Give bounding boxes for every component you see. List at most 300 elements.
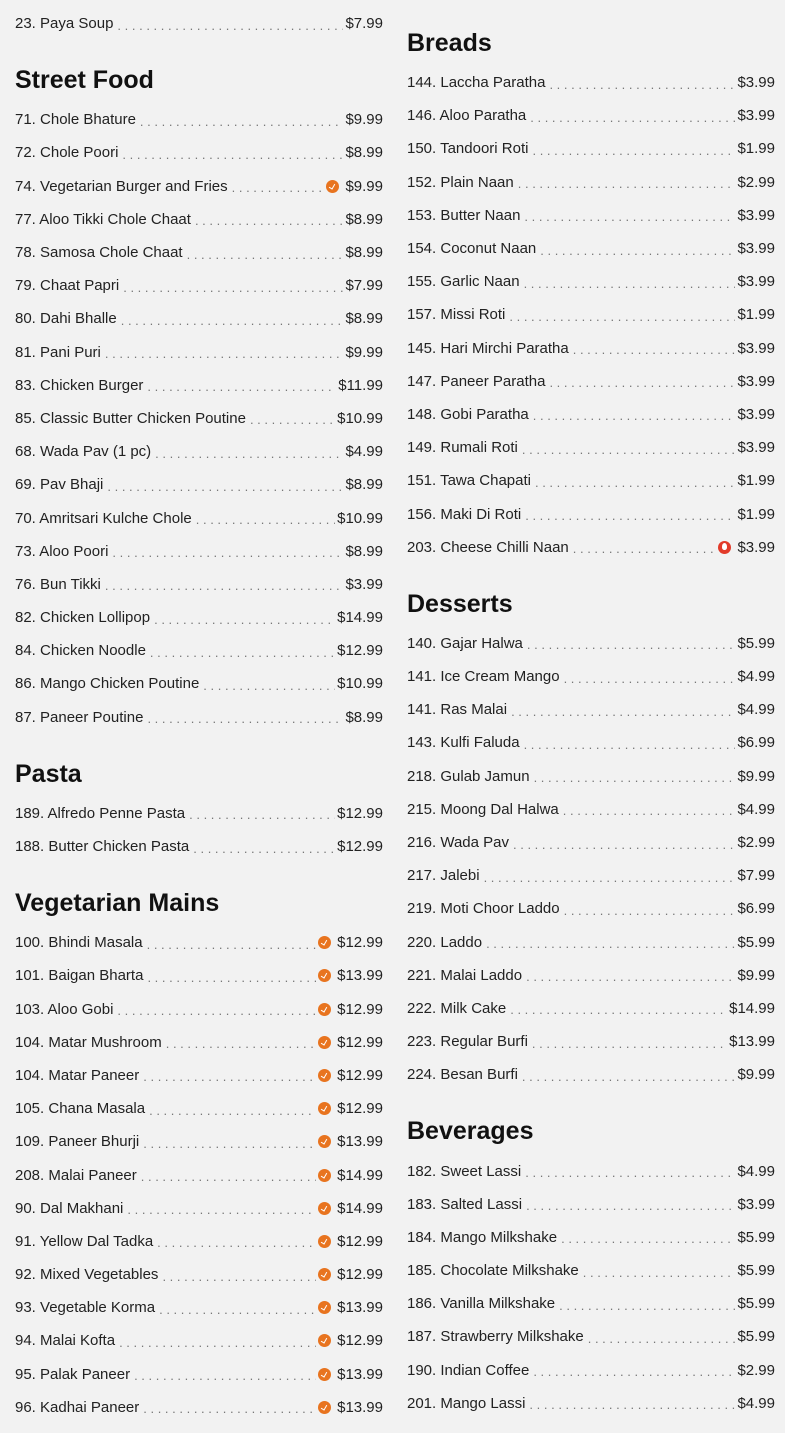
menu-item[interactable] [407,826,775,859]
menu-item[interactable] [15,1192,383,1225]
dot-leader [232,177,325,195]
menu-item-price: $3.99 [737,240,775,258]
menu-item[interactable] [15,269,383,302]
section-title: Vegetarian Mains [15,889,220,918]
dot-leader [123,277,343,295]
menu-item[interactable] [15,1026,383,1059]
menu-item-name: 185. Chocolate Milkshake [407,1262,579,1280]
dot-leader [525,1162,735,1180]
dot-leader [250,409,335,427]
menu-item[interactable] [15,797,383,830]
menu-item-name: 222. Milk Cake [407,999,507,1017]
vegetarian-leaf-icon [318,1036,331,1049]
menu-item-name: 23. Paya Soup [15,15,114,33]
vegetarian-leaf-icon [318,1268,331,1281]
menu-item-price: $8.99 [345,708,383,726]
dot-leader [143,1133,316,1151]
menu-item-price: $8.99 [345,310,383,328]
menu-item-price: $1.99 [737,472,775,490]
menu-item[interactable] [407,132,775,165]
vegetarian-leaf-icon [318,1102,331,1115]
section-vegetarian-mains [15,887,383,1424]
menu-item-name: 90. Dal Makhani [15,1199,124,1217]
menu-item-price: $8.99 [345,542,383,560]
menu-item[interactable] [407,726,775,759]
section-pasta [15,758,383,863]
dot-leader [510,999,727,1017]
menu-item[interactable] [15,136,383,169]
menu-item[interactable] [407,760,775,793]
menu-item-name: 69. Pav Bhaji [15,476,104,494]
menu-item[interactable] [15,959,383,992]
menu-item-price: $12.99 [337,838,383,856]
dot-leader [122,144,343,162]
menu-item[interactable] [15,634,383,667]
dot-leader [147,967,316,985]
menu-item-name: 224. Besan Burfi [407,1066,518,1084]
menu-item-name: 78. Samosa Chole Chaat [15,244,183,262]
dot-leader [147,708,343,726]
menu-item-name: 217. Jalebi [407,867,480,885]
menu-item[interactable] [15,336,383,369]
menu-item-name: 150. Tandoori Roti [407,140,529,158]
dot-leader [117,1000,316,1018]
dot-leader [155,443,343,461]
menu-item-name: 220. Laddo [407,933,483,951]
dot-leader [530,107,735,125]
dot-leader [149,1100,316,1118]
menu-item[interactable] [15,1225,383,1258]
menu-item[interactable] [407,1254,775,1287]
vegetarian-leaf-icon [318,1401,331,1414]
dot-leader [527,634,736,652]
menu-item-price: $8.99 [345,210,383,228]
dot-leader [121,310,344,328]
menu-item-name: 155. Garlic Naan [407,273,520,291]
menu-item[interactable] [15,1391,383,1424]
menu-item-name: 149. Rumali Roti [407,439,518,457]
right-sections [407,27,775,1420]
section-desserts [407,588,775,1092]
dot-leader [112,542,343,560]
menu-item[interactable] [407,1354,775,1387]
menu-item-price: $3.99 [345,575,383,593]
menu-item[interactable] [15,501,383,534]
menu-item-price: $1.99 [737,306,775,324]
dot-leader [529,1394,735,1412]
menu-item[interactable] [15,402,383,435]
dot-leader [533,1361,735,1379]
dot-leader [154,609,335,627]
menu-item[interactable] [15,1059,383,1092]
section-beverages [407,1115,775,1420]
menu-item[interactable] [407,1387,775,1420]
vegetarian-leaf-icon [318,969,331,982]
menu-item-name: 203. Cheese Chilli Naan [407,538,569,556]
section-street-food [15,64,383,734]
section-title: Beverages [407,1117,534,1146]
menu-item-price: $5.99 [737,1262,775,1280]
dot-leader [117,15,343,33]
menu-item-name: 68. Wada Pav (1 pc) [15,443,152,461]
menu-item-price: $12.99 [337,1266,383,1284]
dot-leader [564,668,736,686]
dot-leader [518,173,736,191]
menu-item[interactable] [15,1158,383,1191]
menu-item-price: $12.99 [337,1332,383,1350]
menu-item[interactable] [15,926,383,959]
dot-leader [187,244,344,262]
dot-leader [513,834,735,852]
dot-leader [147,934,317,952]
menu-item-price: $2.99 [737,834,775,852]
dot-leader [573,339,736,357]
menu-item-name: 145. Hari Mirchi Paratha [407,339,569,357]
menu-item-price: $4.99 [737,668,775,686]
menu-item-price: $4.99 [737,800,775,818]
menu-item[interactable] [15,1358,383,1391]
menu-item-name: 201. Mango Lassi [407,1394,526,1412]
dot-leader [159,1299,316,1317]
menu-item-name: 141. Ras Malai [407,701,508,719]
dot-leader [105,343,344,361]
dot-leader [532,1033,727,1051]
menu-column-right [407,27,775,1420]
vegetarian-leaf-icon [318,1202,331,1215]
menu-item-price: $6.99 [737,734,775,752]
dot-leader [532,140,735,158]
menu-item[interactable] [407,1025,775,1058]
menu-item[interactable] [407,627,775,660]
menu-item[interactable] [15,103,383,136]
menu-item[interactable] [407,365,775,398]
menu-item-price: $10.99 [337,675,383,693]
menu-item-price: $3.99 [737,372,775,390]
dot-leader [119,1332,316,1350]
menu-item[interactable] [407,199,775,232]
menu-item-name: 109. Paneer Bhurji [15,1133,140,1151]
menu-item-name: 221. Malai Laddo [407,966,523,984]
vegetarian-leaf-icon [318,1003,331,1016]
menu-item-price: $7.99 [345,277,383,295]
menu-item[interactable] [15,1125,383,1158]
menu-item[interactable] [407,1154,775,1187]
menu-item[interactable] [407,464,775,497]
menu-item[interactable] [407,859,775,892]
dot-leader [549,74,735,92]
menu-item[interactable] [407,232,775,265]
menu-item-price: $12.99 [337,804,383,822]
dot-leader [588,1328,736,1346]
menu-item-name: 86. Mango Chicken Poutine [15,675,200,693]
menu-item-name: 96. Kadhai Paneer [15,1398,140,1416]
menu-item-price: $5.99 [737,634,775,652]
menu-item[interactable] [407,959,775,992]
dot-leader [559,1295,735,1313]
dot-leader [157,1232,316,1250]
menu-item-name: 147. Paneer Paratha [407,372,546,390]
menu-item-price: $10.99 [337,409,383,427]
dot-leader [134,1365,316,1383]
menu-item[interactable] [15,1324,383,1357]
dot-leader [535,472,735,490]
dot-leader [549,372,735,390]
dot-leader [105,575,344,593]
dot-leader [511,701,735,719]
dot-leader [524,734,736,752]
menu-item-price: $5.99 [737,1295,775,1313]
menu-item[interactable] [407,398,775,431]
section-title: Street Food [15,66,154,95]
menu-item[interactable] [15,7,383,40]
menu-item[interactable] [407,1188,775,1221]
menu-item-price: $13.99 [337,1299,383,1317]
dot-leader [563,800,736,818]
section-title: Desserts [407,589,513,618]
menu-item[interactable] [407,431,775,464]
menu-item[interactable] [15,535,383,568]
dot-leader [143,1398,316,1416]
menu-item-name: 85. Classic Butter Chicken Poutine [15,409,246,427]
menu-item-price: $9.99 [345,111,383,129]
menu-item-name: 156. Maki Di Roti [407,505,522,523]
menu-item-price: $12.99 [337,934,383,952]
dot-leader [195,210,344,228]
menu-item-price: $8.99 [345,476,383,494]
menu-item[interactable] [15,830,383,863]
menu-item[interactable] [407,926,775,959]
menu-item[interactable] [15,701,383,734]
dot-leader [522,1066,736,1084]
menu-item-price: $4.99 [737,701,775,719]
menu-item-price: $9.99 [737,767,775,785]
dot-leader [583,1262,736,1280]
dot-leader [533,405,736,423]
menu-item-name: 154. Coconut Naan [407,240,537,258]
menu-item-name: 216. Wada Pav [407,834,510,852]
menu-item-name: 76. Bun Tikki [15,575,101,593]
menu-item[interactable] [407,531,775,564]
dot-leader [189,804,335,822]
menu-item[interactable] [407,66,775,99]
menu-item[interactable] [407,265,775,298]
menu-item[interactable] [407,332,775,365]
vegetarian-leaf-icon [318,1069,331,1082]
dot-leader [522,439,736,457]
menu-item-price: $13.99 [729,1033,775,1051]
menu-item-name: 105. Chana Masala [15,1100,146,1118]
dot-leader [141,1166,316,1184]
menu-item-name: 87. Paneer Poutine [15,708,144,726]
dot-leader [540,240,735,258]
menu-item-name: 141. Ice Cream Mango [407,668,560,686]
dot-leader [150,642,335,660]
menu-item-price: $7.99 [737,867,775,885]
dot-leader [524,273,736,291]
menu-item-price: $9.99 [737,966,775,984]
menu-item-price: $3.99 [737,439,775,457]
menu-item-name: 82. Chicken Lollipop [15,609,151,627]
menu-item-name: 189. Alfredo Penne Pasta [15,804,186,822]
menu-item-name: 77. Aloo Tikki Chole Chaat [15,210,191,228]
menu-item-price: $12.99 [337,1232,383,1250]
menu-item-name: 152. Plain Naan [407,173,514,191]
menu-item-name: 186. Vanilla Milkshake [407,1295,556,1313]
dot-leader [524,206,735,224]
menu-item-name: 93. Vegetable Korma [15,1299,156,1317]
menu-item[interactable] [407,992,775,1025]
menu-item[interactable] [15,1258,383,1291]
menu-item-name: 91. Yellow Dal Tadka [15,1232,154,1250]
menu-item[interactable] [15,236,383,269]
menu-item-price: $5.99 [737,1328,775,1346]
menu-item-name: 79. Chaat Papri [15,277,120,295]
menu-item-name: 153. Butter Naan [407,206,521,224]
menu-item-price: $12.99 [337,1100,383,1118]
menu-item[interactable] [15,468,383,501]
menu-item-price: $3.99 [737,339,775,357]
menu-item-name: 70. Amritsari Kulche Chole [15,509,192,527]
menu-item-price: $9.99 [345,343,383,361]
dot-leader [564,900,736,918]
menu-item-price: $3.99 [737,206,775,224]
vegetarian-leaf-icon [318,1235,331,1248]
menu-item-name: 146. Aloo Paratha [407,107,527,125]
menu-item-name: 188. Butter Chicken Pasta [15,838,190,856]
menu-item[interactable] [407,99,775,132]
menu-item[interactable] [15,667,383,700]
menu-item-price: $11.99 [338,376,383,394]
menu-item[interactable] [15,601,383,634]
menu-item-price: $4.99 [737,1394,775,1412]
vegetarian-leaf-icon [318,936,331,949]
menu-item[interactable] [407,660,775,693]
menu-item-name: 157. Missi Roti [407,306,506,324]
menu-item-price: $3.99 [737,405,775,423]
menu-item[interactable] [15,369,383,402]
menu-item-name: 74. Vegetarian Burger and Fries [15,177,228,195]
menu-item[interactable] [407,497,775,530]
menu-item[interactable] [407,693,775,726]
menu-item-name: 182. Sweet Lassi [407,1162,522,1180]
menu-item-price: $12.99 [337,1000,383,1018]
menu-item[interactable] [407,793,775,826]
menu-item-name: 103. Aloo Gobi [15,1000,114,1018]
menu-item-name: 81. Pani Puri [15,343,101,361]
menu-item-name: 94. Malai Kofta [15,1332,116,1350]
menu-item-name: 151. Tawa Chapati [407,472,531,490]
menu-item-name: 100. Bhindi Masala [15,934,143,952]
menu-item-name: 190. Indian Coffee [407,1361,530,1379]
menu-item-price: $5.99 [737,1228,775,1246]
menu-item-name: 104. Matar Paneer [15,1066,140,1084]
menu-item[interactable] [15,170,383,203]
menu-item-price: $2.99 [737,1361,775,1379]
menu-item-name: 208. Malai Paneer [15,1166,137,1184]
menu-item[interactable] [407,1287,775,1320]
menu-item-name: 144. Laccha Paratha [407,74,546,92]
vegetarian-leaf-icon [326,180,339,193]
menu-item-price: $12.99 [337,1066,383,1084]
menu-item[interactable] [407,1221,775,1254]
menu-item-price: $9.99 [345,177,383,195]
spicy-flame-icon [718,541,731,554]
menu-item[interactable] [15,1092,383,1125]
menu-item[interactable] [15,203,383,236]
dot-leader [162,1266,316,1284]
menu-item-name: 104. Matar Mushroom [15,1033,162,1051]
menu-item-price: $13.99 [337,967,383,985]
menu-item[interactable] [407,166,775,199]
dot-leader [525,505,735,523]
dot-leader [486,933,735,951]
menu-item-name: 223. Regular Burfi [407,1033,528,1051]
menu-item[interactable] [407,1058,775,1091]
menu-item-name: 219. Moti Choor Laddo [407,900,560,918]
menu-item-price: $3.99 [737,74,775,92]
menu-item[interactable] [15,302,383,335]
dot-leader [196,509,335,527]
menu-item[interactable] [407,298,775,331]
menu-column-left [15,7,383,1424]
menu-item-name: 92. Mixed Vegetables [15,1266,159,1284]
dot-leader [484,867,736,885]
dot-leader [166,1033,316,1051]
menu-item-name: 187. Strawberry Milkshake [407,1328,584,1346]
dot-leader [203,675,335,693]
menu-item-name: 148. Gobi Paratha [407,405,529,423]
menu-item-name: 140. Gajar Halwa [407,634,523,652]
menu-item[interactable] [407,1320,775,1353]
dot-leader [193,838,335,856]
menu-item[interactable] [15,1291,383,1324]
dot-leader [127,1199,316,1217]
dot-leader [561,1228,735,1246]
menu-item[interactable] [15,568,383,601]
menu-item-name: 218. Gulab Jamun [407,767,530,785]
menu-item[interactable] [15,993,383,1026]
menu-item-price: $13.99 [337,1365,383,1383]
vegetarian-leaf-icon [318,1301,331,1314]
menu-item-name: 95. Palak Paneer [15,1365,131,1383]
section-title: Breads [407,29,492,57]
menu-item[interactable] [15,435,383,468]
menu-item-name: 143. Kulfi Faluda [407,734,520,752]
menu-item-price: $6.99 [737,900,775,918]
menu-item-price: $14.99 [337,1199,383,1217]
menu-item-price: $3.99 [737,538,775,556]
dot-leader [526,1195,735,1213]
menu-item-name: 72. Chole Poori [15,144,119,162]
vegetarian-leaf-icon [318,1169,331,1182]
menu-item-name: 183. Salted Lassi [407,1195,523,1213]
dot-leader [509,306,735,324]
dot-leader [143,1066,316,1084]
menu-item-price: $4.99 [737,1162,775,1180]
menu-item-price: $12.99 [337,1033,383,1051]
dot-leader [140,111,344,129]
menu-item-price: $14.99 [337,1166,383,1184]
menu-item-price: $8.99 [345,244,383,262]
menu-item-price: $3.99 [737,107,775,125]
menu-item-price: $12.99 [337,642,383,660]
menu-item[interactable] [407,892,775,925]
dot-leader [107,476,343,494]
menu-item-price: $13.99 [337,1133,383,1151]
menu-item-price: $7.99 [345,15,383,33]
menu-item-price: $2.99 [737,173,775,191]
menu-item-price: $14.99 [729,999,775,1017]
